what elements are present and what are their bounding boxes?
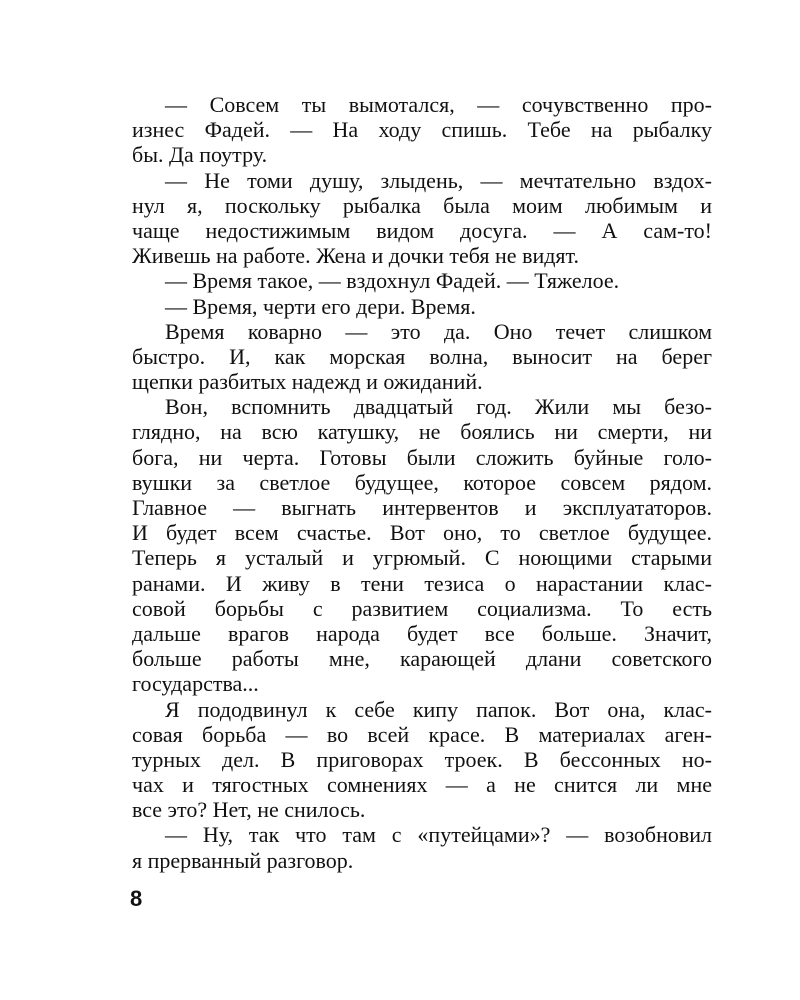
text-line: бога, ни черта. Готовы были сложить буйные голо- (132, 444, 712, 470)
text-line: Я пододвинул к себе кипу папок. Вот она, клас- (165, 696, 712, 722)
text-line: щепки разбитых надежд и ожиданий. (132, 369, 483, 395)
text-line: изнес Фадей. — На ходу спишь. Тебе на рыбалку (132, 117, 712, 143)
text-line: быстро. И, как морская волна, выносит на берег (132, 343, 712, 369)
text-line: турных дел. В приговорах троек. В бессонных но- (132, 746, 712, 772)
text-line: — Не томи душу, злыдень, — мечтательно вздох- (165, 167, 712, 193)
text-line: вушки за светлое будущее, которое совсем рядом. (132, 469, 712, 495)
text-line: все это? Нет, не снилось. (132, 797, 366, 823)
text-line: дальше врагов народа будет все больше. Значит, (132, 620, 712, 646)
text-line: — Ну, так что там с «путейцами»? — возобновил (165, 822, 712, 848)
text-line: ранами. И живу в тени тезиса о нарастании клас- (132, 570, 712, 596)
text-line: совая борьба — во всей красе. В материалах аген- (132, 721, 712, 747)
text-line: я прерванный разговор. (132, 847, 354, 873)
page-number: 8 (130, 886, 143, 911)
text-line: Живешь на работе. Жена и дочки тебя не видят. (132, 243, 580, 269)
text-line: — Время, черти его дери. Время. (165, 293, 476, 319)
text-line: бы. Да поутру. (132, 142, 268, 168)
text-line: Время коварно — это да. Оно течет слишком (165, 318, 712, 344)
text-line: — Совсем ты вымотался, — сочувственно про- (165, 92, 712, 117)
text-line: чах и тягостных сомнениях — а не снится ли мне (132, 772, 712, 798)
text-line: государства... (132, 671, 259, 697)
text-line: больше работы мне, карающей длани советского (132, 646, 712, 672)
body-text (132, 92, 712, 873)
text-line: нул я, поскольку рыбалка была моим любимым и (132, 192, 712, 218)
text-line: Теперь я усталый и угрюмый. С ноющими старыми (132, 545, 712, 571)
text-line: чаще недостижимым видом досуга. — А сам-то! (132, 217, 712, 243)
text-line: — Время такое, — вздохнул Фадей. — Тяжелое. (165, 268, 620, 294)
text-line: совой борьбы с развитием социализма. То есть (132, 595, 712, 621)
text-line: Главное — выгнать интервентов и эксплуататоров. (132, 495, 712, 520)
text-line: И будет всем счастье. Вот оно, то светлое будущее. (132, 520, 712, 546)
text-line: Вон, вспомнить двадцатый год. Жили мы безо- (165, 394, 712, 420)
text-line: глядно, на всю катушку, не боялись ни смерти, ни (132, 419, 712, 445)
